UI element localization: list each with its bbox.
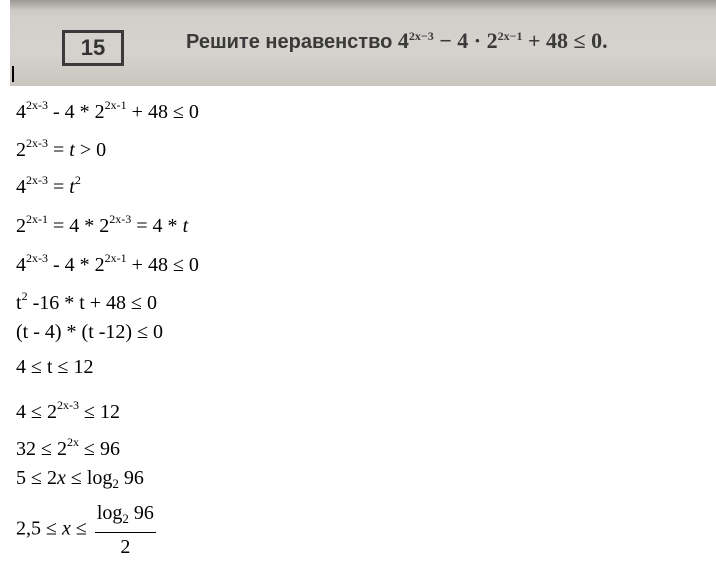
task-label: Решите неравенство <box>186 31 393 53</box>
text-cursor <box>12 66 14 82</box>
fraction-numerator: $\log_2 96$ <box>95 502 156 533</box>
fraction <box>95 502 156 558</box>
solution-line-8: 4 ≤ t ≤ 12 <box>16 356 94 378</box>
solution-line-5: $4^{2x-3} - 4 * 2^{2x-1} + 48 \le 0$ <box>16 251 199 276</box>
solution-line-2: $2^{2x-3} = t > 0$ <box>16 136 107 161</box>
solution-line-1: $4^{2x-3} - 4 * 2^{2x-1} + 48 \le 0$ <box>16 98 199 123</box>
task-expression: $4^{2x-3} - 4 \cdot 2^{2x-1} + 48 \le 0$. <box>397 28 608 53</box>
task-statement <box>186 28 608 54</box>
solution-line-11: $5 \le 2x \le \log_2 96$ <box>16 467 144 491</box>
task-photo <box>10 0 716 86</box>
solution-line-12: 2,5 ≤ x ≤ $\frac{\log_2 96}{2}$ <box>16 502 154 558</box>
photo-shadow <box>10 0 716 10</box>
task-number: 15 <box>80 35 106 60</box>
solution-line-4: $2^{2x-1} = 4 * 2^{2x-3} = 4 * t$ <box>16 212 189 237</box>
solution-line-7: (t - 4) * (t -12) ≤ 0 <box>16 321 164 343</box>
solution-line-10: $32 \le 2^{2x} \le 96$ <box>16 435 120 460</box>
fraction-denominator: 2 <box>120 536 131 558</box>
task-number-box <box>62 30 124 66</box>
solution-line-3: $4^{2x-3} = t^2$ <box>16 173 81 198</box>
solution-line-6: $t^2$ -16 * t + 48 ≤ 0 <box>16 289 158 314</box>
solution-line-9: $4 \le 2^{2x-3} \le 12$ <box>16 398 120 423</box>
